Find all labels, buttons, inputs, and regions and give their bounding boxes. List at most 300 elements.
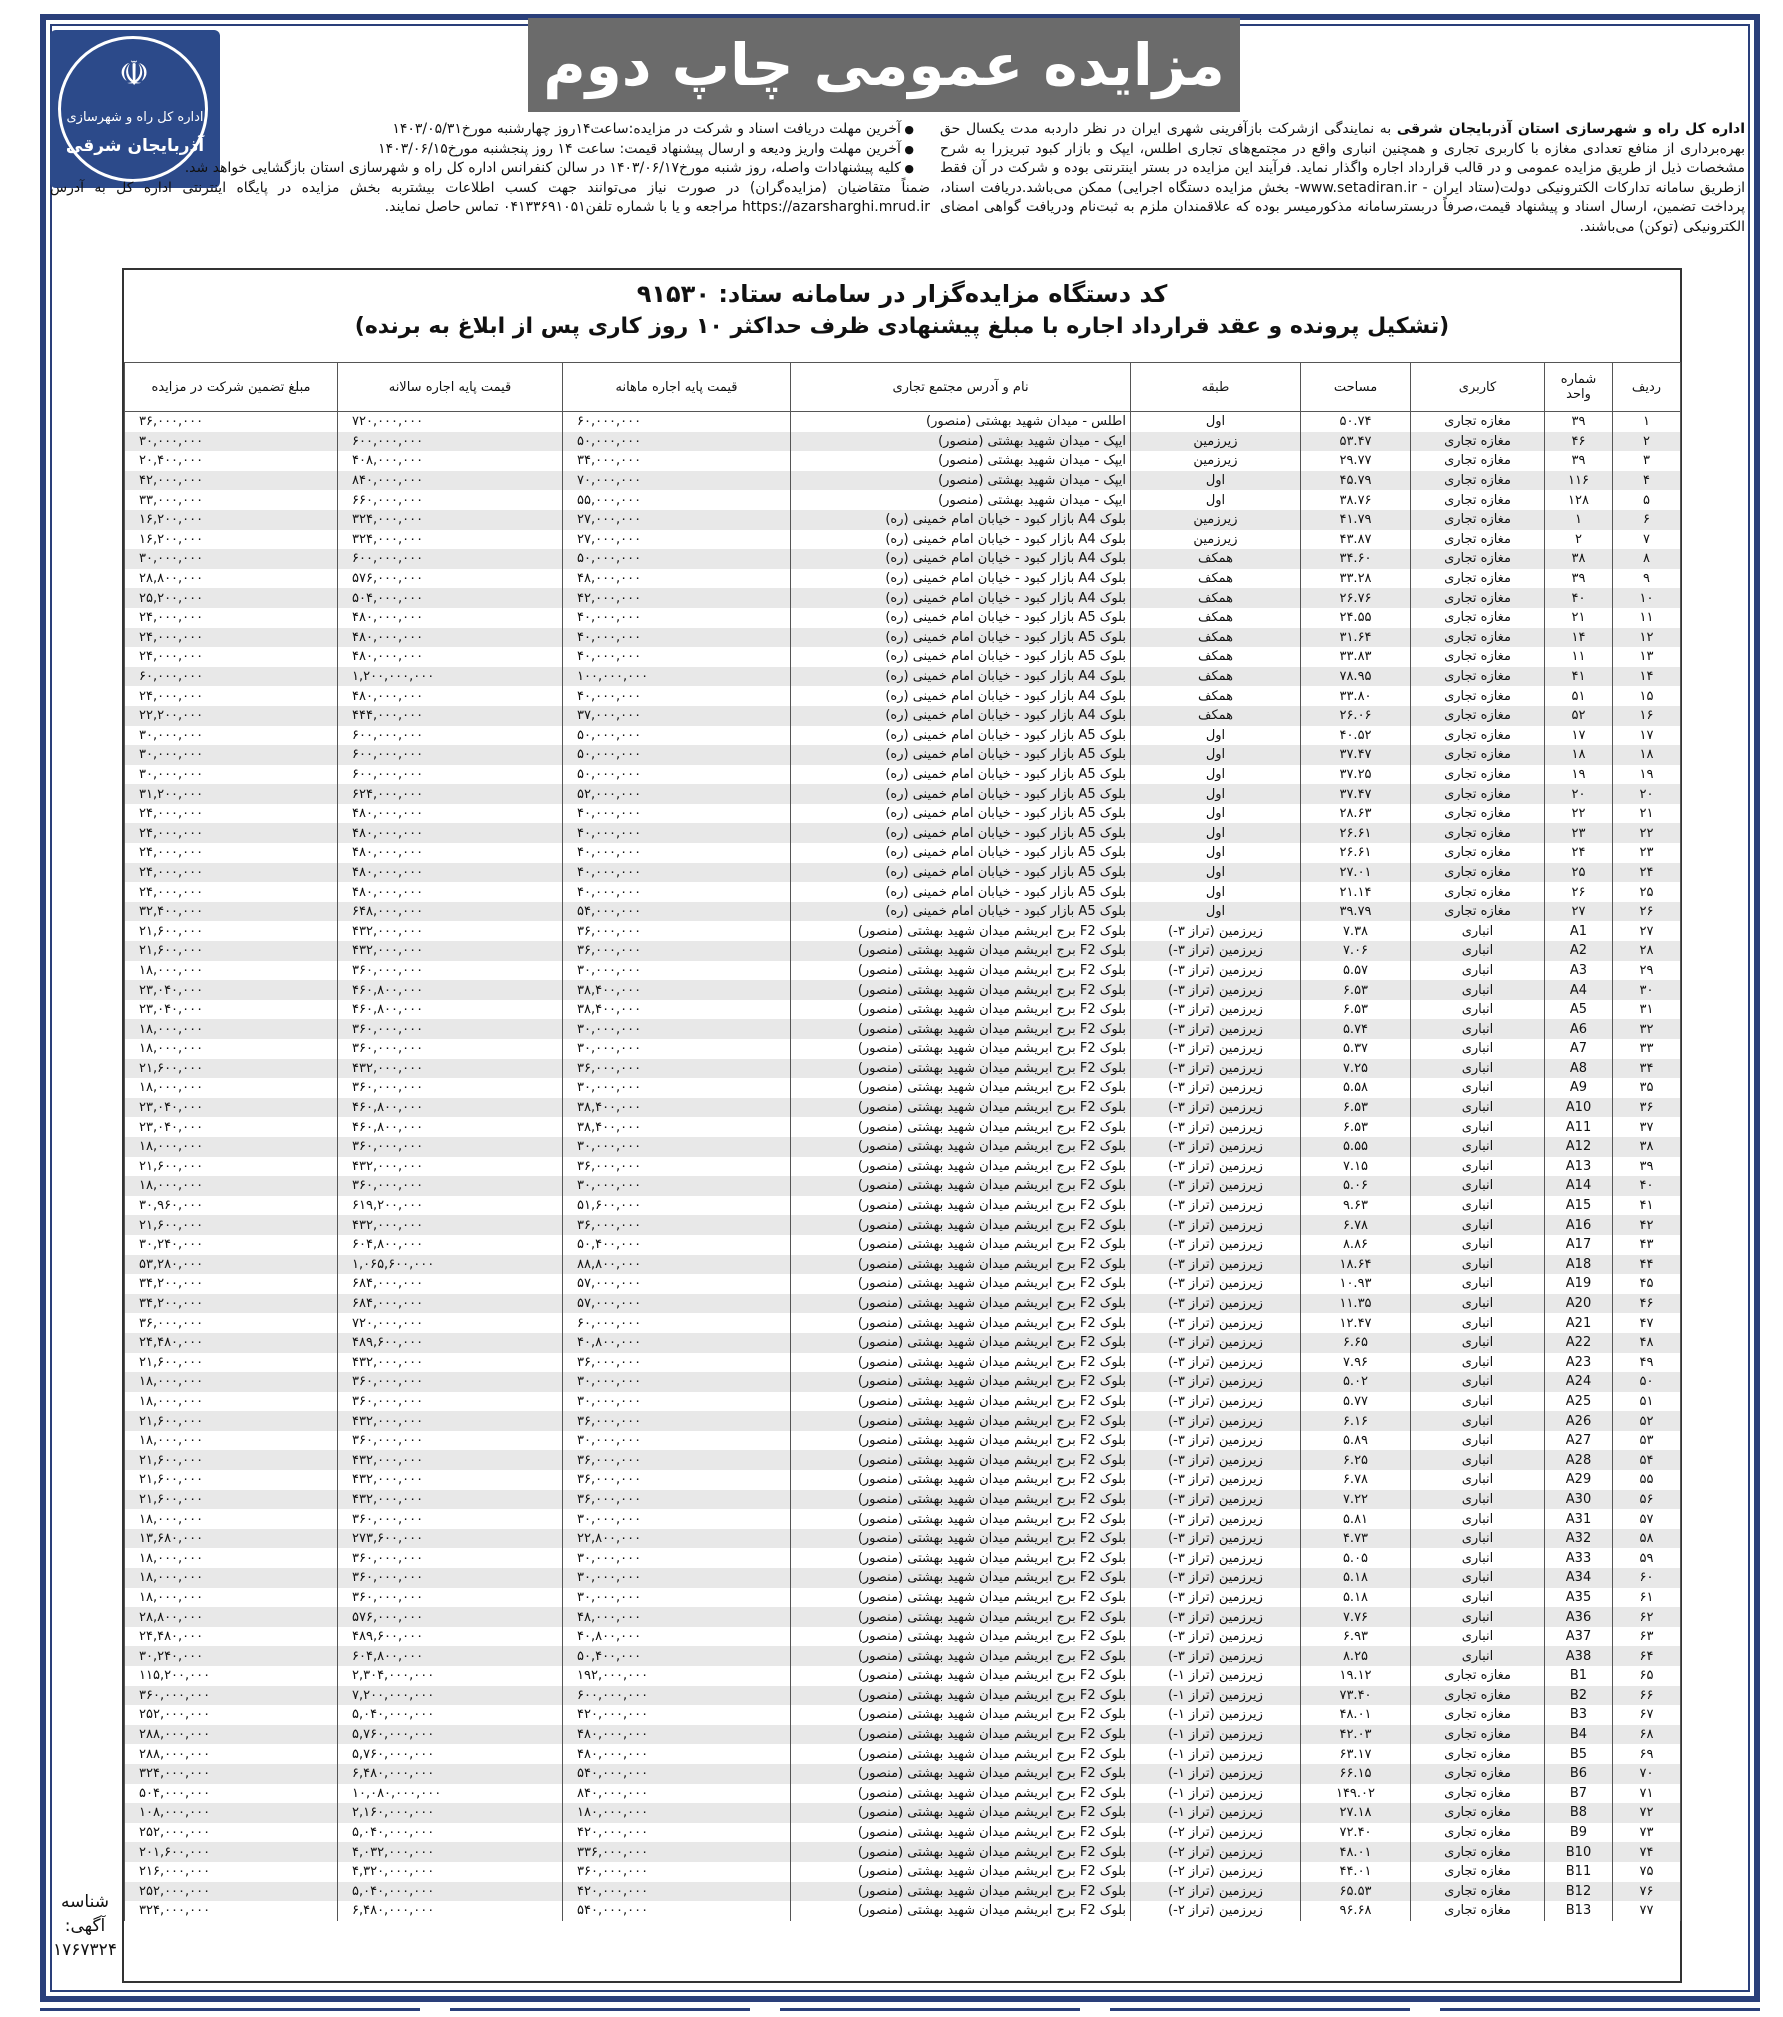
table-cell: زیرزمین (تراز ۳-)	[1131, 1157, 1301, 1177]
table-cell: ۱۸,۰۰۰,۰۰۰	[125, 1548, 338, 1568]
table-cell: همکف	[1131, 628, 1301, 648]
table-cell: ۷۳	[1613, 1823, 1681, 1843]
table-row	[125, 1588, 1681, 1608]
table-cell: ۲۲,۲۰۰,۰۰۰	[125, 706, 338, 726]
table-cell: ۲۷,۰۰۰,۰۰۰	[563, 530, 791, 550]
table-cell: بلوک F2 برج ابریشم میدان شهید بهشتی (منصور)	[791, 1823, 1131, 1843]
table-cell: بلوک F2 برج ابریشم میدان شهید بهشتی (منصور)	[791, 1529, 1131, 1549]
table-row	[125, 1803, 1681, 1823]
table-cell: ۴۰,۰۰۰,۰۰۰	[563, 843, 791, 863]
table-cell: ۵۰	[1613, 1372, 1681, 1392]
table-cell: ۱۱۵,۲۰۰,۰۰۰	[125, 1666, 338, 1686]
table-cell: ۳۶۰,۰۰۰,۰۰۰	[338, 1588, 563, 1608]
table-cell: انباری	[1411, 1215, 1545, 1235]
table-cell: زیرزمین (تراز ۳-)	[1131, 1078, 1301, 1098]
table-row	[125, 941, 1681, 961]
table-cell: ۵۴۰,۰۰۰,۰۰۰	[563, 1764, 791, 1784]
table-cell: ۷.۲۵	[1301, 1059, 1411, 1079]
table-cell: ۳۴,۰۰۰,۰۰۰	[563, 451, 791, 471]
table-cell: ۲۶.۶۱	[1301, 843, 1411, 863]
table-cell: ۱۲	[1613, 628, 1681, 648]
table-cell: بلوک F2 برج ابریشم میدان شهید بهشتی (منصور)	[791, 1901, 1131, 1921]
table-cell: ۴۴.۰۱	[1301, 1862, 1411, 1882]
table-cell: ۳۶,۰۰۰,۰۰۰	[563, 1470, 791, 1490]
table-cell: ۵۰۴,۰۰۰,۰۰۰	[125, 1784, 338, 1804]
table-cell: ۴۰,۰۰۰,۰۰۰	[563, 863, 791, 883]
column-header: شماره واحد	[1545, 363, 1613, 412]
table-cell: ۵۳.۴۷	[1301, 432, 1411, 452]
table-cell: A2	[1545, 941, 1613, 961]
table-cell: ۳۱.۶۴	[1301, 628, 1411, 648]
table-cell: بلوک A4 بازار کبود - خیابان امام خمینی (ره)	[791, 549, 1131, 569]
table-row	[125, 1333, 1681, 1353]
table-cell: ۴	[1613, 471, 1681, 491]
table-cell: ۸.۸۶	[1301, 1235, 1411, 1255]
table-cell: انباری	[1411, 1627, 1545, 1647]
intro-right	[940, 120, 1745, 237]
table-cell: ۳۰,۰۰۰,۰۰۰	[563, 1019, 791, 1039]
table-cell: زیرزمین (تراز ۳-)	[1131, 1215, 1301, 1235]
table-row	[125, 1019, 1681, 1039]
table-cell: ۶۱	[1613, 1588, 1681, 1608]
table-cell: ۱۲۸	[1545, 490, 1613, 510]
table-cell: ۳۶	[1613, 1098, 1681, 1118]
table-cell: ۳۳,۰۰۰,۰۰۰	[125, 490, 338, 510]
table-cell: ۴,۰۳۲,۰۰۰,۰۰۰	[338, 1842, 563, 1862]
table-cell: ۱۸,۰۰۰,۰۰۰	[125, 1019, 338, 1039]
table-cell: ۳۷.۴۷	[1301, 784, 1411, 804]
table-cell: ۳۶,۰۰۰,۰۰۰	[563, 1490, 791, 1510]
table-cell: ۴۳۲,۰۰۰,۰۰۰	[338, 1353, 563, 1373]
table-cell: ۳۶,۰۰۰,۰۰۰	[563, 1059, 791, 1079]
deadline-item: ● کلیه پیشنهادات واصله، روز شنبه مورخ۱۴۰۳/۰۶/۱۷ در سالن کنفرانس اداره کل راه و شهرسازی استان بازگشایی خواهد شد.	[50, 159, 914, 179]
table-cell: ۳۰,۹۶۰,۰۰۰	[125, 1196, 338, 1216]
table-cell: ۴۶۰,۸۰۰,۰۰۰	[338, 980, 563, 1000]
table-cell: ۲	[1545, 530, 1613, 550]
table-cell: انباری	[1411, 1588, 1545, 1608]
table-cell: ۶.۷۸	[1301, 1470, 1411, 1490]
table-cell: ۴۹	[1613, 1353, 1681, 1373]
table-row	[125, 412, 1681, 432]
ad-id-label: شناسه آگهی:	[61, 1892, 109, 1936]
table-cell: اول	[1131, 412, 1301, 432]
table-cell: ۵.۷۷	[1301, 1392, 1411, 1412]
table-cell: ۷۴	[1613, 1842, 1681, 1862]
table-cell: ۶.۹۳	[1301, 1627, 1411, 1647]
table-row	[125, 1823, 1681, 1843]
table-cell: اطلس - میدان شهید بهشتی (منصور)	[791, 412, 1131, 432]
table-cell: ۵۰۴,۰۰۰,۰۰۰	[338, 588, 563, 608]
table-cell: زیرزمین	[1131, 451, 1301, 471]
table-cell: زیرزمین	[1131, 530, 1301, 550]
table-cell: زیرزمین (تراز ۳-)	[1131, 1431, 1301, 1451]
table-cell: ۳۹	[1545, 451, 1613, 471]
table-cell: مغازه تجاری	[1411, 686, 1545, 706]
table-cell: مغازه تجاری	[1411, 1842, 1545, 1862]
table-cell: مغازه تجاری	[1411, 412, 1545, 432]
table-cell: ۲,۳۰۴,۰۰۰,۰۰۰	[338, 1666, 563, 1686]
table-cell: ۵۷	[1613, 1509, 1681, 1529]
table-cell: زیرزمین (تراز ۳-)	[1131, 1176, 1301, 1196]
table-row	[125, 765, 1681, 785]
table-cell: ۳۶۰,۰۰۰,۰۰۰	[338, 961, 563, 981]
table-cell: ۶.۶۵	[1301, 1333, 1411, 1353]
table-cell: ۶۸	[1613, 1725, 1681, 1745]
table-cell: ۲۶	[1613, 902, 1681, 922]
table-row	[125, 1294, 1681, 1314]
table-cell: B9	[1545, 1823, 1613, 1843]
table-row	[125, 1372, 1681, 1392]
table-cell: انباری	[1411, 1000, 1545, 1020]
table-cell: ۵۰,۴۰۰,۰۰۰	[563, 1646, 791, 1666]
table-cell: ۱۹	[1545, 765, 1613, 785]
table-cell: A31	[1545, 1509, 1613, 1529]
table-cell: زیرزمین (تراز ۳-)	[1131, 1588, 1301, 1608]
table-cell: ۴۰,۰۰۰,۰۰۰	[563, 608, 791, 628]
table-cell: ۶۶۰,۰۰۰,۰۰۰	[338, 490, 563, 510]
table-cell: بلوک F2 برج ابریشم میدان شهید بهشتی (منصور)	[791, 980, 1131, 1000]
table-cell: ۴۸۰,۰۰۰,۰۰۰	[563, 1744, 791, 1764]
table-cell: ۶.۵۳	[1301, 980, 1411, 1000]
table-cell: انباری	[1411, 1137, 1545, 1157]
table-cell: ۱۸,۰۰۰,۰۰۰	[125, 1039, 338, 1059]
table-cell: ۸۸,۸۰۰,۰۰۰	[563, 1255, 791, 1275]
table-cell: ۱	[1613, 412, 1681, 432]
table-cell: ۵۴۰,۰۰۰,۰۰۰	[563, 1901, 791, 1921]
table-cell: ۲۴,۰۰۰,۰۰۰	[125, 647, 338, 667]
table-cell: ۳۸.۷۶	[1301, 490, 1411, 510]
table-cell: ۲۵	[1545, 863, 1613, 883]
table-row	[125, 608, 1681, 628]
table-cell: ۶۰,۰۰۰,۰۰۰	[125, 667, 338, 687]
table-cell: ۲۱,۶۰۰,۰۰۰	[125, 921, 338, 941]
table-cell: ۵۷,۰۰۰,۰۰۰	[563, 1274, 791, 1294]
table-cell: ۲۱	[1545, 608, 1613, 628]
table-cell: زیرزمین (تراز ۳-)	[1131, 1117, 1301, 1137]
table-cell: ۳۰,۲۴۰,۰۰۰	[125, 1235, 338, 1255]
table-cell: بلوک F2 برج ابریشم میدان شهید بهشتی (منصور)	[791, 1019, 1131, 1039]
table-cell: ۲۱,۶۰۰,۰۰۰	[125, 941, 338, 961]
table-cell: زیرزمین (تراز ۱-)	[1131, 1784, 1301, 1804]
table-cell: همکف	[1131, 647, 1301, 667]
table-row	[125, 432, 1681, 452]
table-cell: زیرزمین (تراز ۳-)	[1131, 921, 1301, 941]
table-cell: A10	[1545, 1098, 1613, 1118]
table-row	[125, 1039, 1681, 1059]
table-cell: A3	[1545, 961, 1613, 981]
table-cell: ۱۳,۶۸۰,۰۰۰	[125, 1529, 338, 1549]
auction-table	[124, 362, 1681, 1921]
table-cell: مغازه تجاری	[1411, 1666, 1545, 1686]
table-cell: ۳۴,۲۰۰,۰۰۰	[125, 1294, 338, 1314]
table-cell: ۳۲۴,۰۰۰,۰۰۰	[125, 1901, 338, 1921]
table-cell: ۴.۷۳	[1301, 1529, 1411, 1549]
contact-note: ضمناً متقاضیان (مزایده‌گران) در صورت نیاز می‌توانند جهت کسب اطلاعات بیشتربه بخش مزایده در پایگاه اینترنتی اداره کل به آدرس https://azarsharghi.mrud.ir مراجعه و یا با شماره تلفن۰۴۱۳۳۶۹۱۰۵۱ تماس حاصل نمایند.	[50, 179, 930, 215]
table-cell: A15	[1545, 1196, 1613, 1216]
table-cell: مغازه تجاری	[1411, 667, 1545, 687]
table-cell: ۲۸,۸۰۰,۰۰۰	[125, 569, 338, 589]
table-cell: مغازه تجاری	[1411, 1705, 1545, 1725]
table-cell: زیرزمین	[1131, 432, 1301, 452]
table-cell: ۸.۲۵	[1301, 1646, 1411, 1666]
table-cell: بلوک F2 برج ابریشم میدان شهید بهشتی (منصور)	[791, 1470, 1131, 1490]
table-row	[125, 1607, 1681, 1627]
table-cell: ۳۰,۰۰۰,۰۰۰	[563, 1392, 791, 1412]
table-cell: ۴۲	[1613, 1215, 1681, 1235]
table-cell: زیرزمین (تراز ۳-)	[1131, 1196, 1301, 1216]
table-cell: ۲۴,۴۸۰,۰۰۰	[125, 1627, 338, 1647]
table-row	[125, 1509, 1681, 1529]
table-cell: ۱۸	[1545, 745, 1613, 765]
table-row	[125, 726, 1681, 746]
table-cell: ۲۶.۶۱	[1301, 823, 1411, 843]
table-cell: زیرزمین (تراز ۳-)	[1131, 1000, 1301, 1020]
table-cell: ۲۱۶,۰۰۰,۰۰۰	[125, 1862, 338, 1882]
table-cell: ۴۸,۰۰۰,۰۰۰	[563, 569, 791, 589]
table-cell: همکف	[1131, 706, 1301, 726]
table-cell: ۳۶۰,۰۰۰,۰۰۰	[563, 1862, 791, 1882]
column-header: مبلغ تضمین شرکت در مزایده	[125, 363, 338, 412]
table-cell: ۱,۰۶۵,۶۰۰,۰۰۰	[338, 1255, 563, 1275]
table-cell: ۳۹	[1613, 1157, 1681, 1177]
table-cell: ۲۷	[1545, 902, 1613, 922]
table-cell: ۶۰,۰۰۰,۰۰۰	[563, 1313, 791, 1333]
table-cell: ۳۰	[1613, 980, 1681, 1000]
table-cell: زیرزمین (تراز ۱-)	[1131, 1764, 1301, 1784]
table-cell: ۳۰,۰۰۰,۰۰۰	[563, 1568, 791, 1588]
table-cell: ۳۵	[1613, 1078, 1681, 1098]
table-cell: ۲۴,۰۰۰,۰۰۰	[125, 686, 338, 706]
table-cell: انباری	[1411, 1176, 1545, 1196]
table-cell: انباری	[1411, 1490, 1545, 1510]
table-cell: ۲۵,۲۰۰,۰۰۰	[125, 588, 338, 608]
table-cell: ۶۰۰,۰۰۰,۰۰۰	[338, 765, 563, 785]
table-cell: ۴۰,۰۰۰,۰۰۰	[563, 628, 791, 648]
table-cell: بلوک F2 برج ابریشم میدان شهید بهشتی (منصور)	[791, 1274, 1131, 1294]
table-cell: زیرزمین (تراز ۳-)	[1131, 980, 1301, 1000]
intro-left	[50, 120, 930, 218]
table-row	[125, 921, 1681, 941]
table-cell: ۱۱۶	[1545, 471, 1613, 491]
table-cell: ۱۶	[1613, 706, 1681, 726]
table-cell: ۶۰۰,۰۰۰,۰۰۰	[338, 549, 563, 569]
table-cell: ۴۸۰,۰۰۰,۰۰۰	[338, 823, 563, 843]
table-cell: زیرزمین (تراز ۳-)	[1131, 1548, 1301, 1568]
table-cell: ۱۱	[1545, 647, 1613, 667]
table-cell: ۷.۲۲	[1301, 1490, 1411, 1510]
bottom-rule	[40, 2006, 1760, 2014]
table-cell: B8	[1545, 1803, 1613, 1823]
table-cell: ۶۹	[1613, 1744, 1681, 1764]
table-cell: زیرزمین (تراز ۳-)	[1131, 941, 1301, 961]
table-cell: ۶.۵۳	[1301, 1117, 1411, 1137]
table-cell: ۲۱,۶۰۰,۰۰۰	[125, 1215, 338, 1235]
table-cell: ۲۳,۰۴۰,۰۰۰	[125, 1098, 338, 1118]
table-cell: انباری	[1411, 1059, 1545, 1079]
table-cell: ۴۲,۰۰۰,۰۰۰	[563, 588, 791, 608]
table-cell: ۳۰,۰۰۰,۰۰۰	[563, 1078, 791, 1098]
table-cell: A26	[1545, 1411, 1613, 1431]
emblem-icon: ☫	[118, 54, 150, 94]
table-cell: ۱۸,۰۰۰,۰۰۰	[125, 961, 338, 981]
table-cell: ۳۶۰,۰۰۰,۰۰۰	[338, 1039, 563, 1059]
table-row	[125, 1450, 1681, 1470]
table-cell: زیرزمین (تراز ۲-)	[1131, 1882, 1301, 1902]
table-cell: زیرزمین (تراز ۳-)	[1131, 1274, 1301, 1294]
table-cell: ۳۶۰,۰۰۰,۰۰۰	[338, 1548, 563, 1568]
table-cell: ۳۶۰,۰۰۰,۰۰۰	[338, 1019, 563, 1039]
table-cell: ۵۴,۰۰۰,۰۰۰	[563, 902, 791, 922]
table-cell: A29	[1545, 1470, 1613, 1490]
table-cell: زیرزمین (تراز ۳-)	[1131, 1568, 1301, 1588]
table-cell: بلوک F2 برج ابریشم میدان شهید بهشتی (منصور)	[791, 1117, 1131, 1137]
table-cell: A23	[1545, 1353, 1613, 1373]
table-cell: ۳۸,۴۰۰,۰۰۰	[563, 1117, 791, 1137]
table-cell: اول	[1131, 765, 1301, 785]
table-cell: بلوک A4 بازار کبود - خیابان امام خمینی (ره)	[791, 667, 1131, 687]
table-cell: مغازه تجاری	[1411, 1725, 1545, 1745]
table-cell: B12	[1545, 1882, 1613, 1902]
table-cell: ۵۳	[1613, 1431, 1681, 1451]
table-cell: انباری	[1411, 1255, 1545, 1275]
table-cell: بلوک F2 برج ابریشم میدان شهید بهشتی (منصور)	[791, 1686, 1131, 1706]
table-cell: زیرزمین (تراز ۳-)	[1131, 1098, 1301, 1118]
table-cell: ۶.۲۵	[1301, 1450, 1411, 1470]
table-cell: ۳۷.۴۷	[1301, 745, 1411, 765]
table-cell: ۲,۱۶۰,۰۰۰,۰۰۰	[338, 1803, 563, 1823]
table-cell: ۴۸۰,۰۰۰,۰۰۰	[338, 686, 563, 706]
table-cell: ۲۵۲,۰۰۰,۰۰۰	[125, 1823, 338, 1843]
table-cell: ۴۴۴,۰۰۰,۰۰۰	[338, 706, 563, 726]
table-cell: بلوک F2 برج ابریشم میدان شهید بهشتی (منصور)	[791, 1803, 1131, 1823]
table-cell: A4	[1545, 980, 1613, 1000]
table-cell: ۷۰,۰۰۰,۰۰۰	[563, 471, 791, 491]
table-cell: B5	[1545, 1744, 1613, 1764]
table-cell: بلوک F2 برج ابریشم میدان شهید بهشتی (منصور)	[791, 961, 1131, 981]
table-cell: ۱۹.۱۲	[1301, 1666, 1411, 1686]
table-cell: ۲۹.۷۷	[1301, 451, 1411, 471]
table-row	[125, 1646, 1681, 1666]
table-cell: انباری	[1411, 1411, 1545, 1431]
table-cell: ۷,۲۰۰,۰۰۰,۰۰۰	[338, 1686, 563, 1706]
table-cell: ۲۷,۰۰۰,۰۰۰	[563, 510, 791, 530]
table-cell: ۴۰,۰۰۰,۰۰۰	[563, 823, 791, 843]
table-cell: ۳۶۰,۰۰۰,۰۰۰	[125, 1686, 338, 1706]
table-cell: زیرزمین (تراز ۱-)	[1131, 1803, 1301, 1823]
table-cell: ۷۲۰,۰۰۰,۰۰۰	[338, 1313, 563, 1333]
table-cell: A19	[1545, 1274, 1613, 1294]
table-cell: بلوک F2 برج ابریشم میدان شهید بهشتی (منصور)	[791, 1215, 1131, 1235]
table-cell: ۳۲	[1613, 1019, 1681, 1039]
table-cell: A14	[1545, 1176, 1613, 1196]
table-cell: مغازه تجاری	[1411, 530, 1545, 550]
table-cell: ایپک - میدان شهید بهشتی (منصور)	[791, 471, 1131, 491]
table-cell: ۴۳.۸۷	[1301, 530, 1411, 550]
table-row	[125, 1686, 1681, 1706]
table-cell: ۷۵	[1613, 1862, 1681, 1882]
table-cell: انباری	[1411, 1098, 1545, 1118]
table-cell: ۵,۰۴۰,۰۰۰,۰۰۰	[338, 1823, 563, 1843]
table-cell: مغازه تجاری	[1411, 471, 1545, 491]
table-cell: ۵۰,۴۰۰,۰۰۰	[563, 1235, 791, 1255]
table-cell: ۱۰,۰۸۰,۰۰۰,۰۰۰	[338, 1784, 563, 1804]
table-cell: ۲۸۸,۰۰۰,۰۰۰	[125, 1725, 338, 1745]
table-cell: ۲۲,۸۰۰,۰۰۰	[563, 1529, 791, 1549]
table-cell: ۶۲	[1613, 1607, 1681, 1627]
table-row	[125, 1157, 1681, 1177]
table-cell: ۱۸,۰۰۰,۰۰۰	[125, 1588, 338, 1608]
table-cell: ۳۴,۲۰۰,۰۰۰	[125, 1274, 338, 1294]
table-cell: انباری	[1411, 1235, 1545, 1255]
table-cell: ۳۴.۶۰	[1301, 549, 1411, 569]
table-row	[125, 1764, 1681, 1784]
table-row	[125, 1353, 1681, 1373]
table-cell: ۴۲۰,۰۰۰,۰۰۰	[563, 1705, 791, 1725]
table-cell: ۳۲,۴۰۰,۰۰۰	[125, 902, 338, 922]
table-cell: A6	[1545, 1019, 1613, 1039]
table-row	[125, 1274, 1681, 1294]
table-cell: مغازه تجاری	[1411, 726, 1545, 746]
table-cell: ۵,۰۴۰,۰۰۰,۰۰۰	[338, 1705, 563, 1725]
table-cell: ۸	[1613, 549, 1681, 569]
table-cell: ۳۰,۲۴۰,۰۰۰	[125, 1646, 338, 1666]
table-cell: ۶,۴۸۰,۰۰۰,۰۰۰	[338, 1901, 563, 1921]
table-cell: ۶.۵۳	[1301, 1098, 1411, 1118]
table-cell: انباری	[1411, 1529, 1545, 1549]
table-cell: ۲۵۲,۰۰۰,۰۰۰	[125, 1882, 338, 1902]
table-cell: ۶۱۹,۲۰۰,۰۰۰	[338, 1196, 563, 1216]
table-cell: زیرزمین (تراز ۳-)	[1131, 1509, 1301, 1529]
table-row	[125, 1000, 1681, 1020]
table-cell: بلوک F2 برج ابریشم میدان شهید بهشتی (منصور)	[791, 1607, 1131, 1627]
table-cell: مغازه تجاری	[1411, 628, 1545, 648]
table-cell: ۵,۰۴۰,۰۰۰,۰۰۰	[338, 1882, 563, 1902]
table-cell: A27	[1545, 1431, 1613, 1451]
table-cell: ۳۳	[1613, 1039, 1681, 1059]
table-cell: انباری	[1411, 1392, 1545, 1412]
table-cell: اول	[1131, 784, 1301, 804]
table-cell: ۴۰,۸۰۰,۰۰۰	[563, 1333, 791, 1353]
table-cell: بلوک F2 برج ابریشم میدان شهید بهشتی (منصور)	[791, 1372, 1131, 1392]
table-cell: انباری	[1411, 1548, 1545, 1568]
table-cell: ۴۰۸,۰۰۰,۰۰۰	[338, 451, 563, 471]
table-cell: انباری	[1411, 1607, 1545, 1627]
table-cell: ۲۱,۶۰۰,۰۰۰	[125, 1353, 338, 1373]
table-cell: ۲۴.۵۵	[1301, 608, 1411, 628]
table-cell: ۲۰	[1545, 784, 1613, 804]
table-cell: A34	[1545, 1568, 1613, 1588]
table-cell: ۳۰,۰۰۰,۰۰۰	[563, 1588, 791, 1608]
table-cell: ۴۳۲,۰۰۰,۰۰۰	[338, 1215, 563, 1235]
table-cell: ۹.۶۳	[1301, 1196, 1411, 1216]
table-row	[125, 490, 1681, 510]
deadline-item: ● آخرین مهلت واریز ودیعه و ارسال پیشنهاد قیمت: ساعت ۱۴ روز پنجشنبه مورخ۱۴۰۳/۰۶/۱۵	[50, 140, 914, 160]
table-cell: ۲۴,۰۰۰,۰۰۰	[125, 823, 338, 843]
table-cell: ایپک - میدان شهید بهشتی (منصور)	[791, 490, 1131, 510]
table-cell: ۴۳۲,۰۰۰,۰۰۰	[338, 921, 563, 941]
table-cell: ۴۸۰,۰۰۰,۰۰۰	[338, 882, 563, 902]
table-cell: ۲	[1613, 432, 1681, 452]
table-cell: بلوک A4 بازار کبود - خیابان امام خمینی (ره)	[791, 706, 1131, 726]
table-cell: انباری	[1411, 1019, 1545, 1039]
table-cell: ۹	[1613, 569, 1681, 589]
table-cell: ۵۴	[1613, 1450, 1681, 1470]
ad-id-value: ۱۷۶۷۳۲۴	[53, 1940, 117, 1960]
table-cell: A12	[1545, 1137, 1613, 1157]
table-cell: ۸۴۰,۰۰۰,۰۰۰	[338, 471, 563, 491]
table-cell: ۶۲۴,۰۰۰,۰۰۰	[338, 784, 563, 804]
table-cell: زیرزمین	[1131, 510, 1301, 530]
